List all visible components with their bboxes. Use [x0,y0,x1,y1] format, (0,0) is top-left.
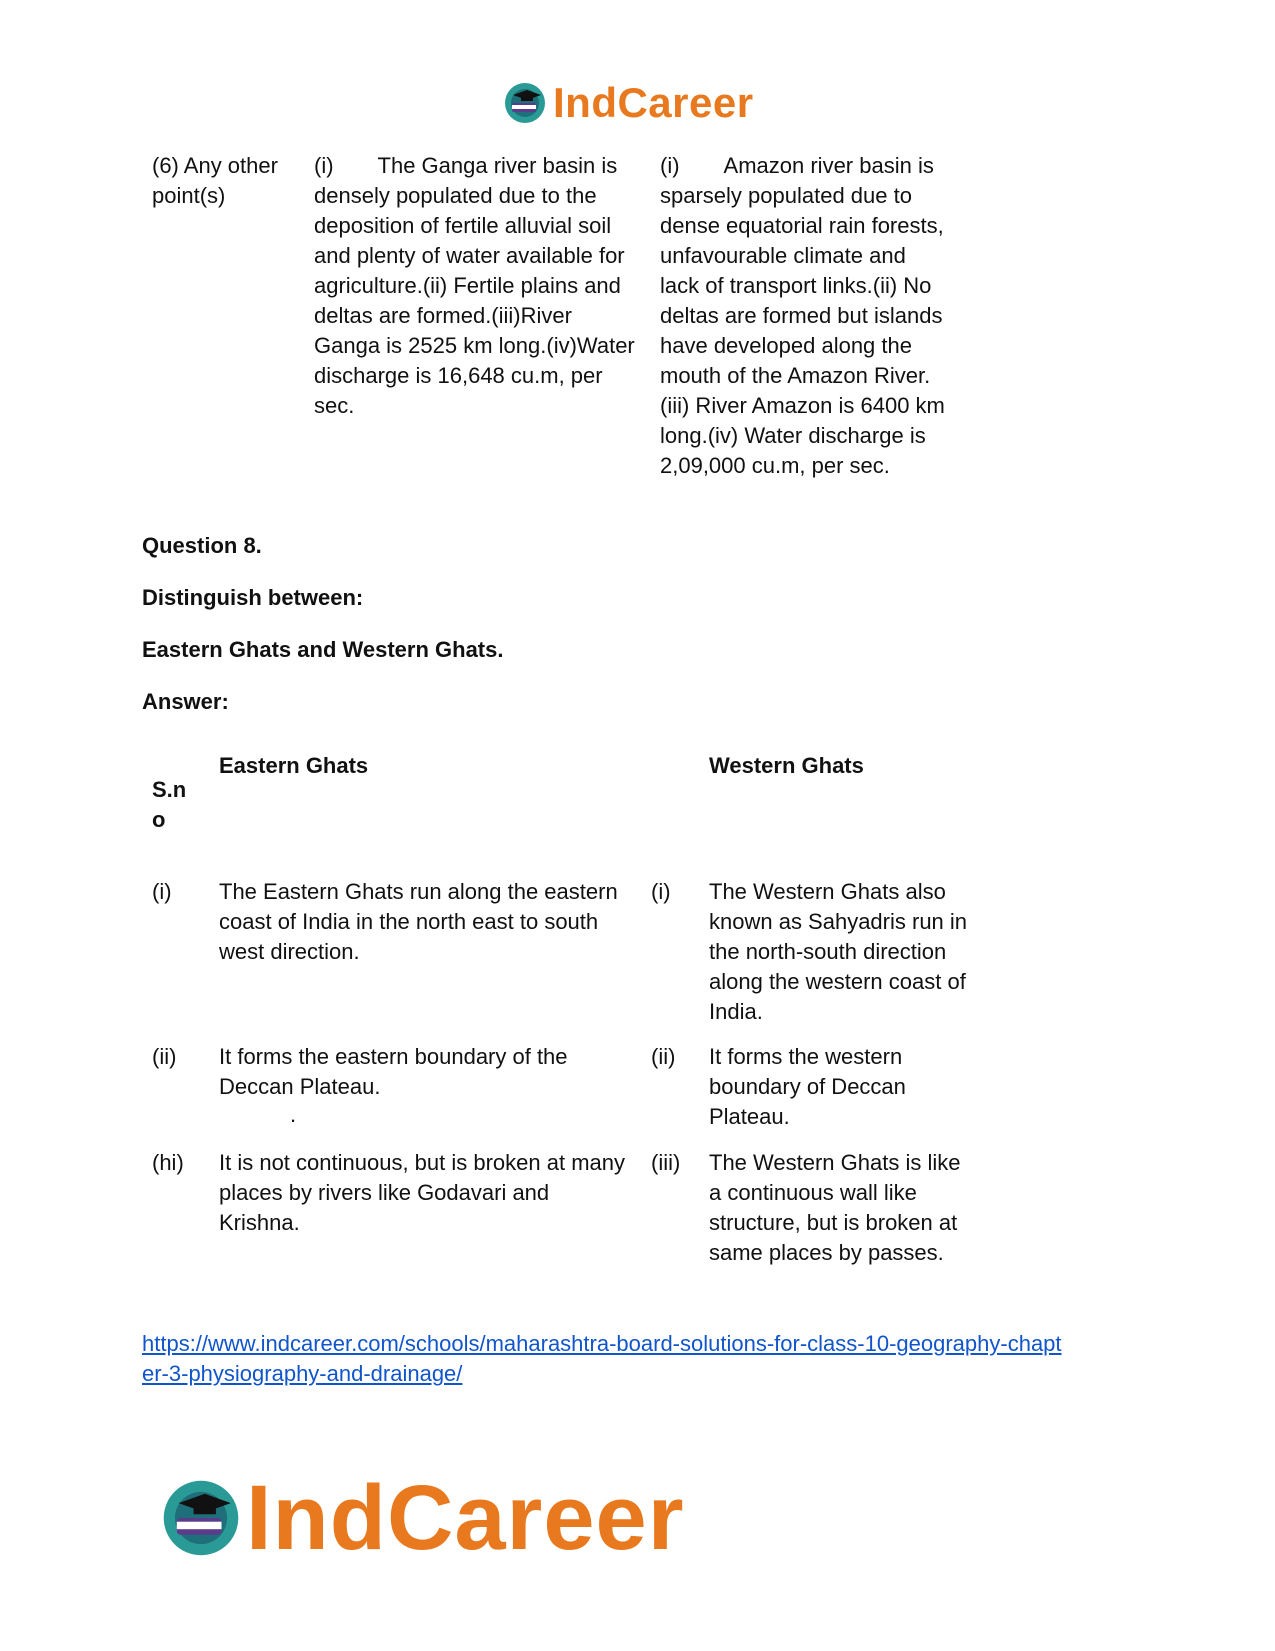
row-2-eastern-stray-mark: . [290,1102,297,1127]
column-header-eastern: Eastern Ghats [219,753,369,778]
column-header-sno: S.n o [152,777,187,832]
row-3-western: The Western Ghats is like a continuous wall like structure, but is broken at same places by passes. [709,1150,961,1265]
question-prompt: Distinguish between: [142,585,364,610]
source-url-link[interactable]: https://www.indcareer.com/schools/maharashtra-board-solutions-for-class-10-geography-chapter-3-physiography-and-drainage/ [142,1331,1062,1386]
top-table-row-label: (6) Any other point(s) [152,153,278,208]
footer-logo [160,1468,685,1568]
row-2-western: It forms the western boundary of Deccan Plateau. [709,1044,906,1129]
row-3-eastern: It is not continuous, but is broken at many places by rivers like Godavari and Krishna. [219,1150,626,1235]
row-1-sno-eastern: (i) [152,879,172,904]
graduation-book-icon [503,81,547,125]
graduation-book-icon [160,1477,242,1559]
column-header-western: Western Ghats [709,753,864,778]
row-2-sno-western: (ii) [651,1044,676,1069]
row-2-eastern: It forms the eastern boundary of the Deccan Plateau. [219,1044,568,1099]
question-title: Question 8. [142,533,262,558]
row-1-eastern: The Eastern Ghats run along the eastern coast of India in the north east to south west direction. [219,879,618,964]
row-3-sno-eastern: (hi) [152,1150,184,1175]
question-subject: Eastern Ghats and Western Ghats. [142,637,504,662]
amazon-cell: (i) Amazon river basin is sparsely populated due to dense equatorial rain forests, unfavourable climate and lack of transport links.(ii) No deltas are formed but islands have developed along the mouth of the Amazon River.(iii) River Amazon is 6400 km long.(iv) Water discharge is 2,09,000 cu.m, per sec. [660,153,945,478]
ganga-cell: (i) The Ganga river basin is densely populated due to the deposition of fertile alluvial soil and plenty of water available for agriculture.(ii) Fertile plains and deltas are formed.(iii)River Ganga is 2525 km long.(iv)Water discharge is 16,648 cu.m, per sec. [314,153,635,418]
row-3-sno-western: (iii) [651,1150,681,1175]
header-logo-text: IndCareer [553,79,754,126]
footer-logo-text: IndCareer [246,1466,685,1569]
row-1-sno-western: (i) [651,879,671,904]
row-2-sno-eastern: (ii) [152,1044,177,1069]
header-logo [503,78,754,128]
answer-label: Answer: [142,689,229,714]
row-1-western: The Western Ghats also known as Sahyadris run in the north-south direction along the western coast of India. [709,879,968,1024]
